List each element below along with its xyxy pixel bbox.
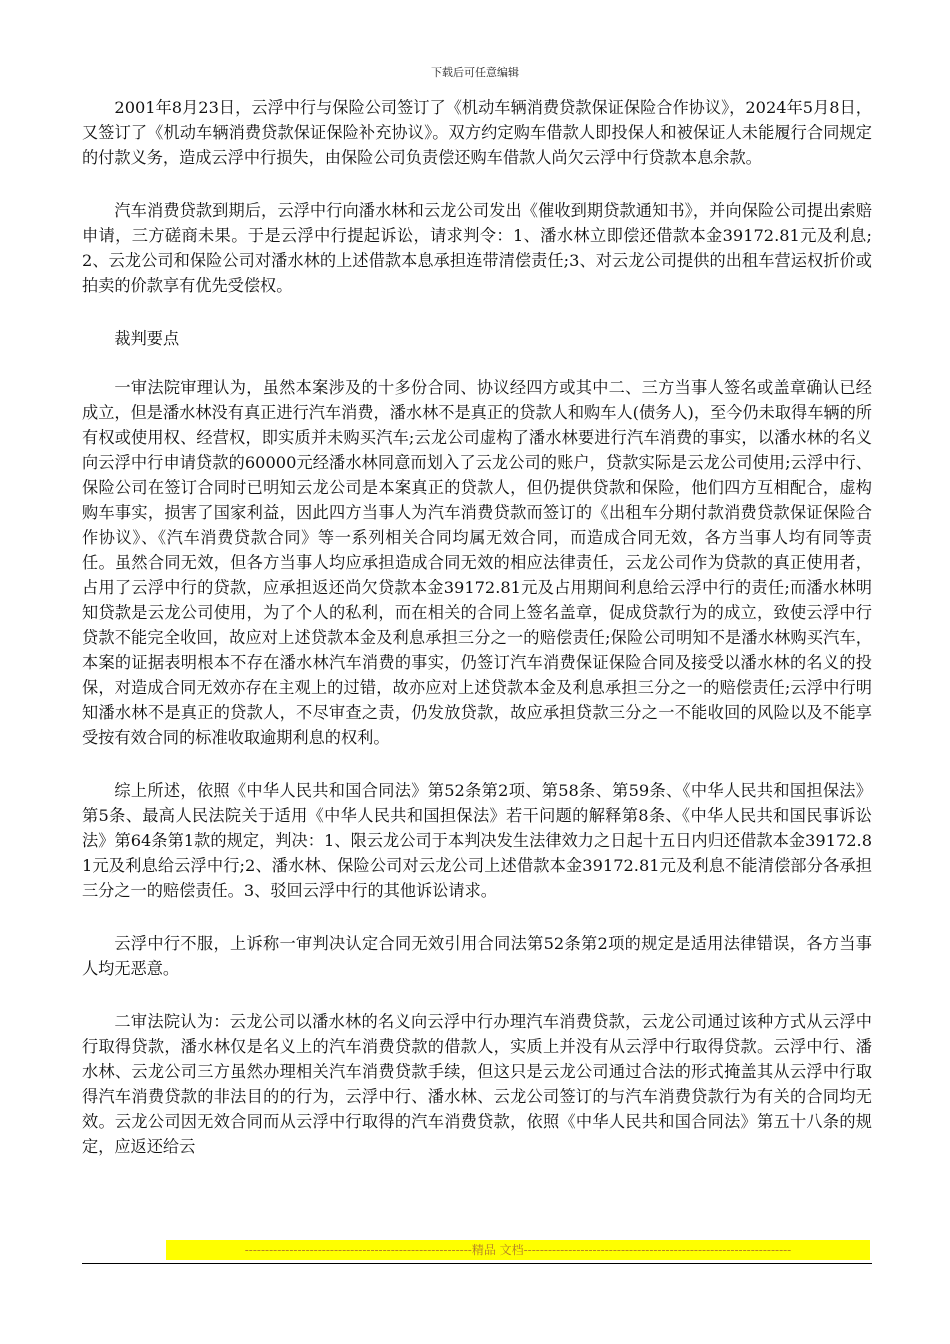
footer-divider <box>82 1263 872 1264</box>
footer-watermark-band: --------------------------------------------------------精品 文档------------------------------------------------------------------ <box>166 1240 870 1260</box>
page-header-note: 下载后可任意编辑 <box>431 66 519 79</box>
paragraph-second-instance: 二审法院认为：云龙公司以潘水林的名义向云浮中行办理汽车消费贷款，云龙公司通过该种方式从云浮中行取得贷款，潘水林仅是名义上的汽车消费贷款的借款人，实质上并没有从云浮中行取得贷款。云浮中行、潘水林、云龙公司三方虽然办理相关汽车消费贷款手续，但这只是云龙公司通过合法的形式掩盖其从云浮中行取得汽车消费贷款的非法目的的行为，云浮中行、潘水林、云龙公司签订的与汽车消费贷款行为有关的合同均无效。云龙公司因无效合同而从云浮中行取得的汽车消费贷款，依照《中华人民共和国合同法》第五十八条的规定，应返还给云 <box>82 1012 872 1156</box>
paragraph-appeal: 云浮中行不服，上诉称一审判决认定合同无效引用合同法第52条第2项的规定是适用法律错误，各方当事人均无恶意。 <box>82 934 872 978</box>
page-footer <box>82 1240 872 1272</box>
paragraph-first-instance: 一审法院审理认为，虽然本案涉及的十多份合同、协议经四方或其中二、三方当事人签名或盖章确认已经成立，但是潘水林没有真正进行汽车消费，潘水林不是真正的贷款人和购车人(债务人)，至今仍未取得车辆的所有权或使用权、经营权，即实质并未购买汽车;云龙公司虚构了潘水林要进行汽车消费的事实，以潘水林的名义向云浮中行申请贷款的60000元经潘水林同意而划入了云龙公司的账户，贷款实际是云龙公司使用;云浮中行、保险公司在签订合同时已明知云龙公司是本案真正的贷款人，但仍提供贷款和保险，他们四方互相配合，虚构购车事实，损害了国家利益，因此四方当事人为汽车消费贷款而签订的《出租车分期付款消费贷款保证保险合作协议》、《汽车消费贷款合同》等一系列相关合同均属无效合同，而造成合同无效，各方当事人均有同等责任。虽然合同无效，但各方当事人均应承担造成合同无效的相应法律责任，云龙公司作为贷款的真正使用者，占用了云浮中行的贷款，应承担返还尚欠贷款本金39172.81元及占用期间利息给云浮中行的责任;而潘水林明知贷款是云龙公司使用，为了个人的私利，而在相关的合同上签名盖章，促成贷款行为的成立，致使云浮中行贷款不能完全收回，故应对上述贷款本金及利息承担三分之一的赔偿责任;保险公司明知不是潘水林购买汽车，本案的证据表明根本不存在潘水林汽车消费的事实，仍签订汽车消费保证保险合同及接受以潘水林的名义的投保，对造成合同无效亦存在主观上的过错，故亦应对上述贷款本金及利息承担三分之一的赔偿责任;云浮中行明知潘水林不是真正的贷款人，不尽审查之责，仍发放贷款，故应承担贷款三分之一不能收回的风险以及不能享受按有效合同的标准收取逾期利息的权利。 <box>82 378 872 747</box>
paragraph-agreement: 2001年8月23日，云浮中行与保险公司签订了《机动车辆消费贷款保证保险合作协议》，2024年5月8日，又签订了《机动车辆消费贷款保证保险补充协议》。双方约定购车借款人即投保人和被保证人未能履行合同规定的付款义务，造成云浮中行损失，由保险公司负责偿还购车借款人尚欠云浮中行贷款本息余款。 <box>82 98 872 167</box>
paragraph-claims: 汽车消费贷款到期后，云浮中行向潘水林和云龙公司发出《催收到期贷款通知书》，并向保险公司提出索赔申请，三方磋商未果。于是云浮中行提起诉讼，请求判令：1、潘水林立即偿还借款本金39172.81元及利息;2、云龙公司和保险公司对潘水林的上述借款本息承担连带清偿责任;3、对云龙公司提供的出租车营运权折价或拍卖的价款享有优先受偿权。 <box>82 201 872 295</box>
paragraph-judgment: 综上所述，依照《中华人民共和国合同法》第52条第2项、第58条、第59条、《中华人民共和国担保法》第5条、最高人民法院关于适用《中华人民共和国担保法》若干问题的解释第8条、《中华人民共和国民事诉讼法》第64条第1款的规定，判决：1、限云龙公司于本判决发生法律效力之日起十五日内归还借款本金39172.81元及利息给云浮中行;2、潘水林、保险公司对云龙公司上述借款本金39172.81元及利息不能清偿部分各承担三分之一的赔偿责任。3、驳回云浮中行的其他诉讼请求。 <box>82 781 872 900</box>
section-heading-ruling-points: 裁判要点 <box>114 329 180 348</box>
document-body <box>82 95 872 1187</box>
